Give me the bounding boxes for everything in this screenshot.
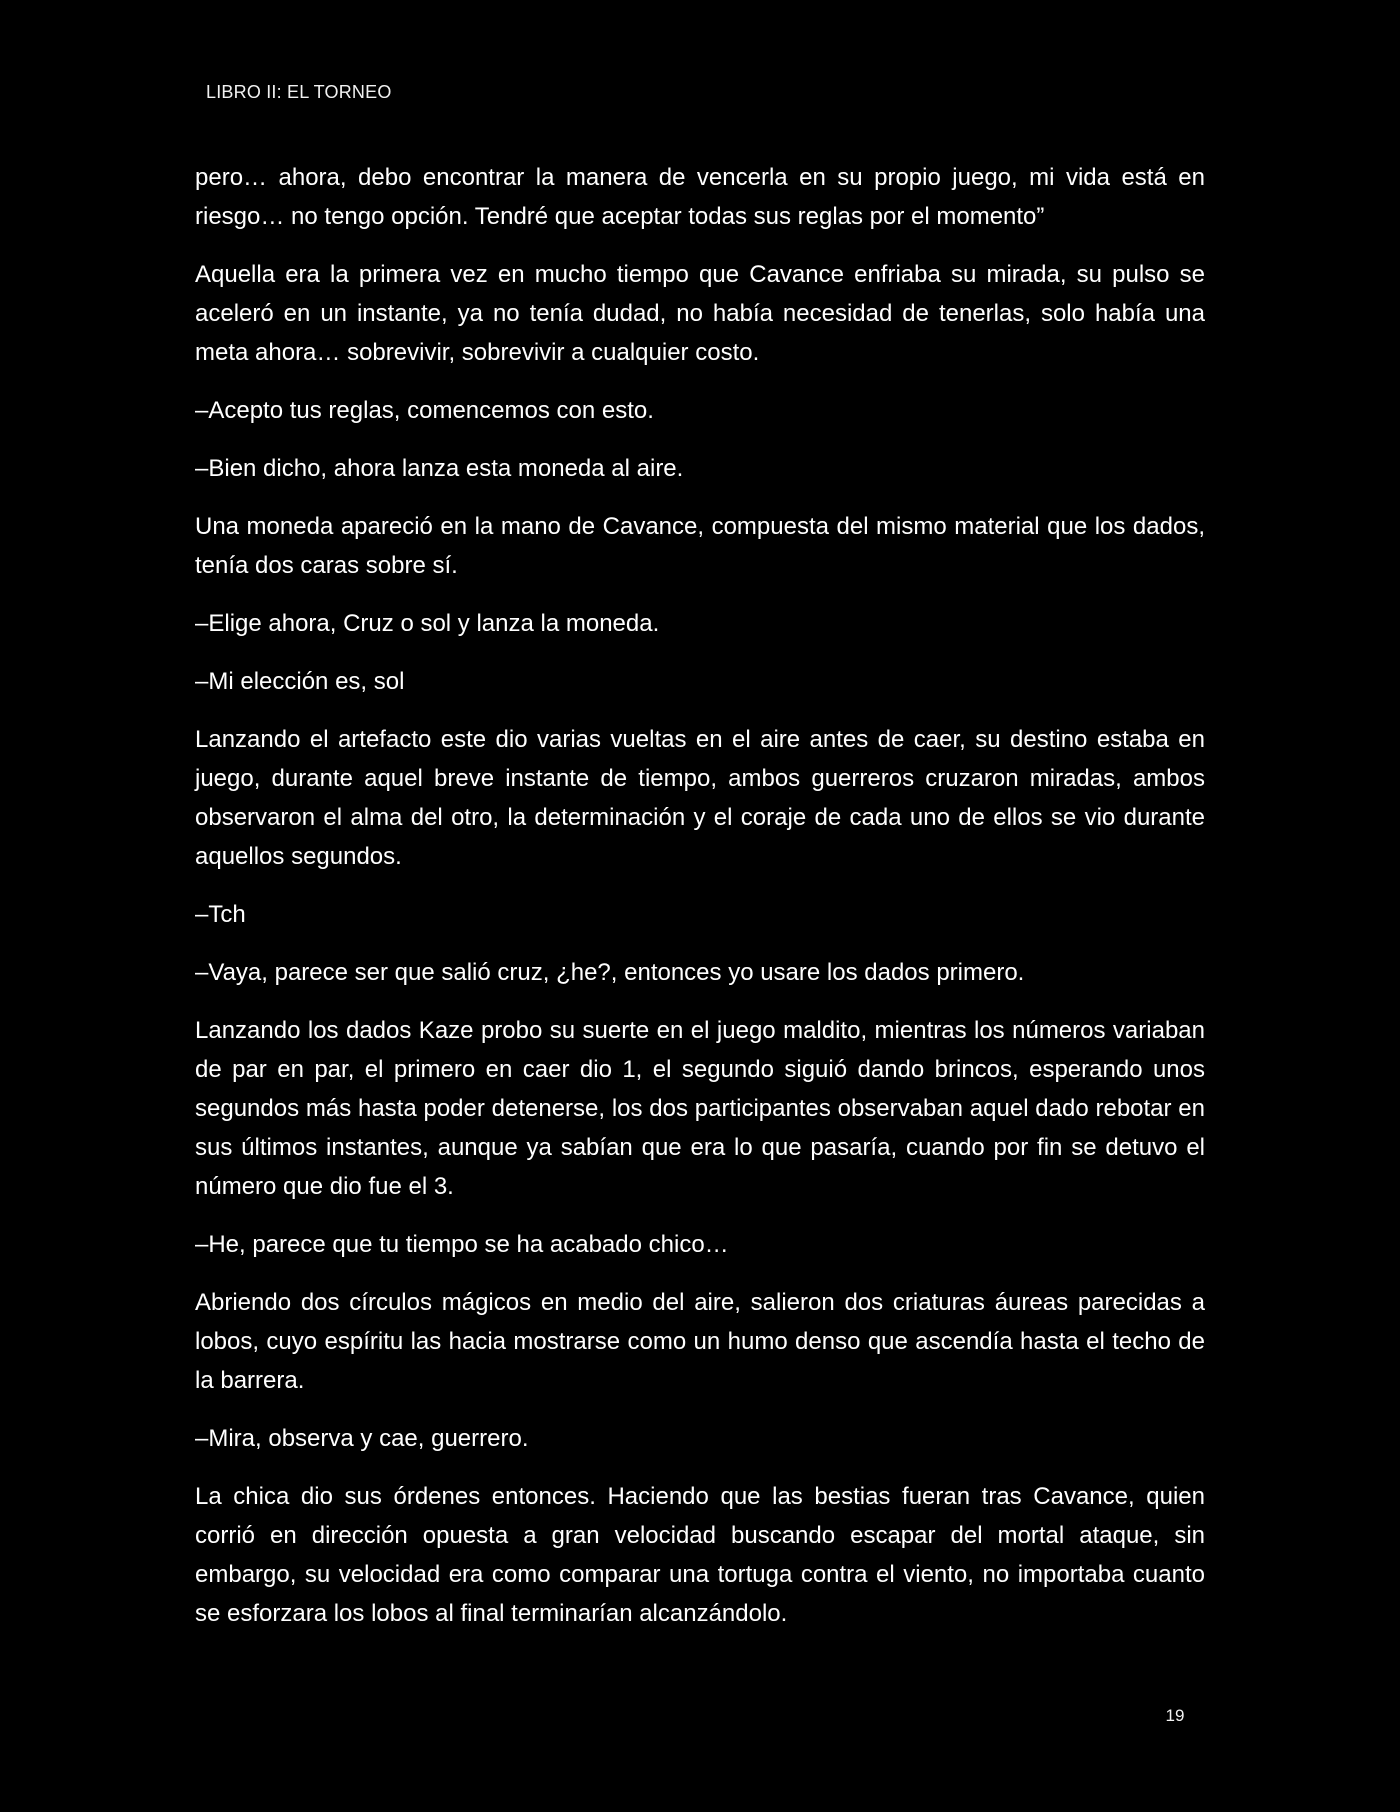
dialogue-line: –Acepto tus reglas, comencemos con esto.: [195, 397, 654, 424]
dialogue-line: –Mi elección es, sol: [195, 668, 405, 695]
paragraph: pero… ahora, debo encontrar la manera de vencerla en su propio juego, mi vida está en riesgo… no tengo opción. Tendré que aceptar todas sus reglas por el momento”: [195, 164, 1205, 230]
paragraph: Abriendo dos círculos mágicos en medio del aire, salieron dos criaturas áureas parecidas a lobos, cuyo espíritu las hacia mostrarse como un humo denso que ascendía hasta el techo de la barrera.: [195, 1289, 1205, 1394]
dialogue-line: –Vaya, parece ser que salió cruz, ¿he?, entonces yo usare los dados primero.: [195, 959, 1025, 986]
paragraph: Una moneda apareció en la mano de Cavance, compuesta del mismo material que los dados, tenía dos caras sobre sí.: [195, 513, 1205, 579]
dialogue-line: –He, parece que tu tiempo se ha acabado chico…: [195, 1231, 729, 1258]
paragraph: Aquella era la primera vez en mucho tiempo que Cavance enfriaba su mirada, su pulso se aceleró en un instante, ya no tenía dudad, no había necesidad de tenerlas, solo había una meta ahora… sobrevivir, sobrevivir a cualquier costo.: [195, 261, 1205, 366]
running-header: LIBRO II: EL TORNEO: [206, 82, 392, 102]
page-number: 19: [1165, 1706, 1185, 1725]
dialogue-line: –Tch: [195, 901, 246, 928]
paragraph: Lanzando el artefacto este dio varias vueltas en el aire antes de caer, su destino estaba en juego, durante aquel breve instante de tiempo, ambos guerreros cruzaron miradas, ambos observaron el alma del otro, la determinación y el coraje de cada uno de ellos se vio durante aquellos segundos.: [195, 726, 1205, 870]
dialogue-line: –Elige ahora, Cruz o sol y lanza la moneda.: [195, 610, 660, 637]
dialogue-line: –Mira, observa y cae, guerrero.: [195, 1425, 529, 1452]
body-text: [195, 158, 1205, 1652]
dialogue-line: –Bien dicho, ahora lanza esta moneda al aire.: [195, 455, 684, 482]
paragraph: La chica dio sus órdenes entonces. Haciendo que las bestias fueran tras Cavance, quien corrió en dirección opuesta a gran velocidad buscando escapar del mortal ataque, sin embargo, su velocidad era como comparar una tortuga contra el viento, no importaba cuanto se esforzara los lobos al final terminarían alcanzándolo.: [195, 1483, 1205, 1627]
paragraph: Lanzando los dados Kaze probo su suerte en el juego maldito, mientras los números variaban de par en par, el primero en caer dio 1, el segundo siguió dando brincos, esperando unos segundos más hasta poder detenerse, los dos participantes observaban aquel dado rebotar en sus últimos instantes, aunque ya sabían que era lo que pasaría, cuando por fin se detuvo el número que dio fue el 3.: [195, 1017, 1205, 1200]
